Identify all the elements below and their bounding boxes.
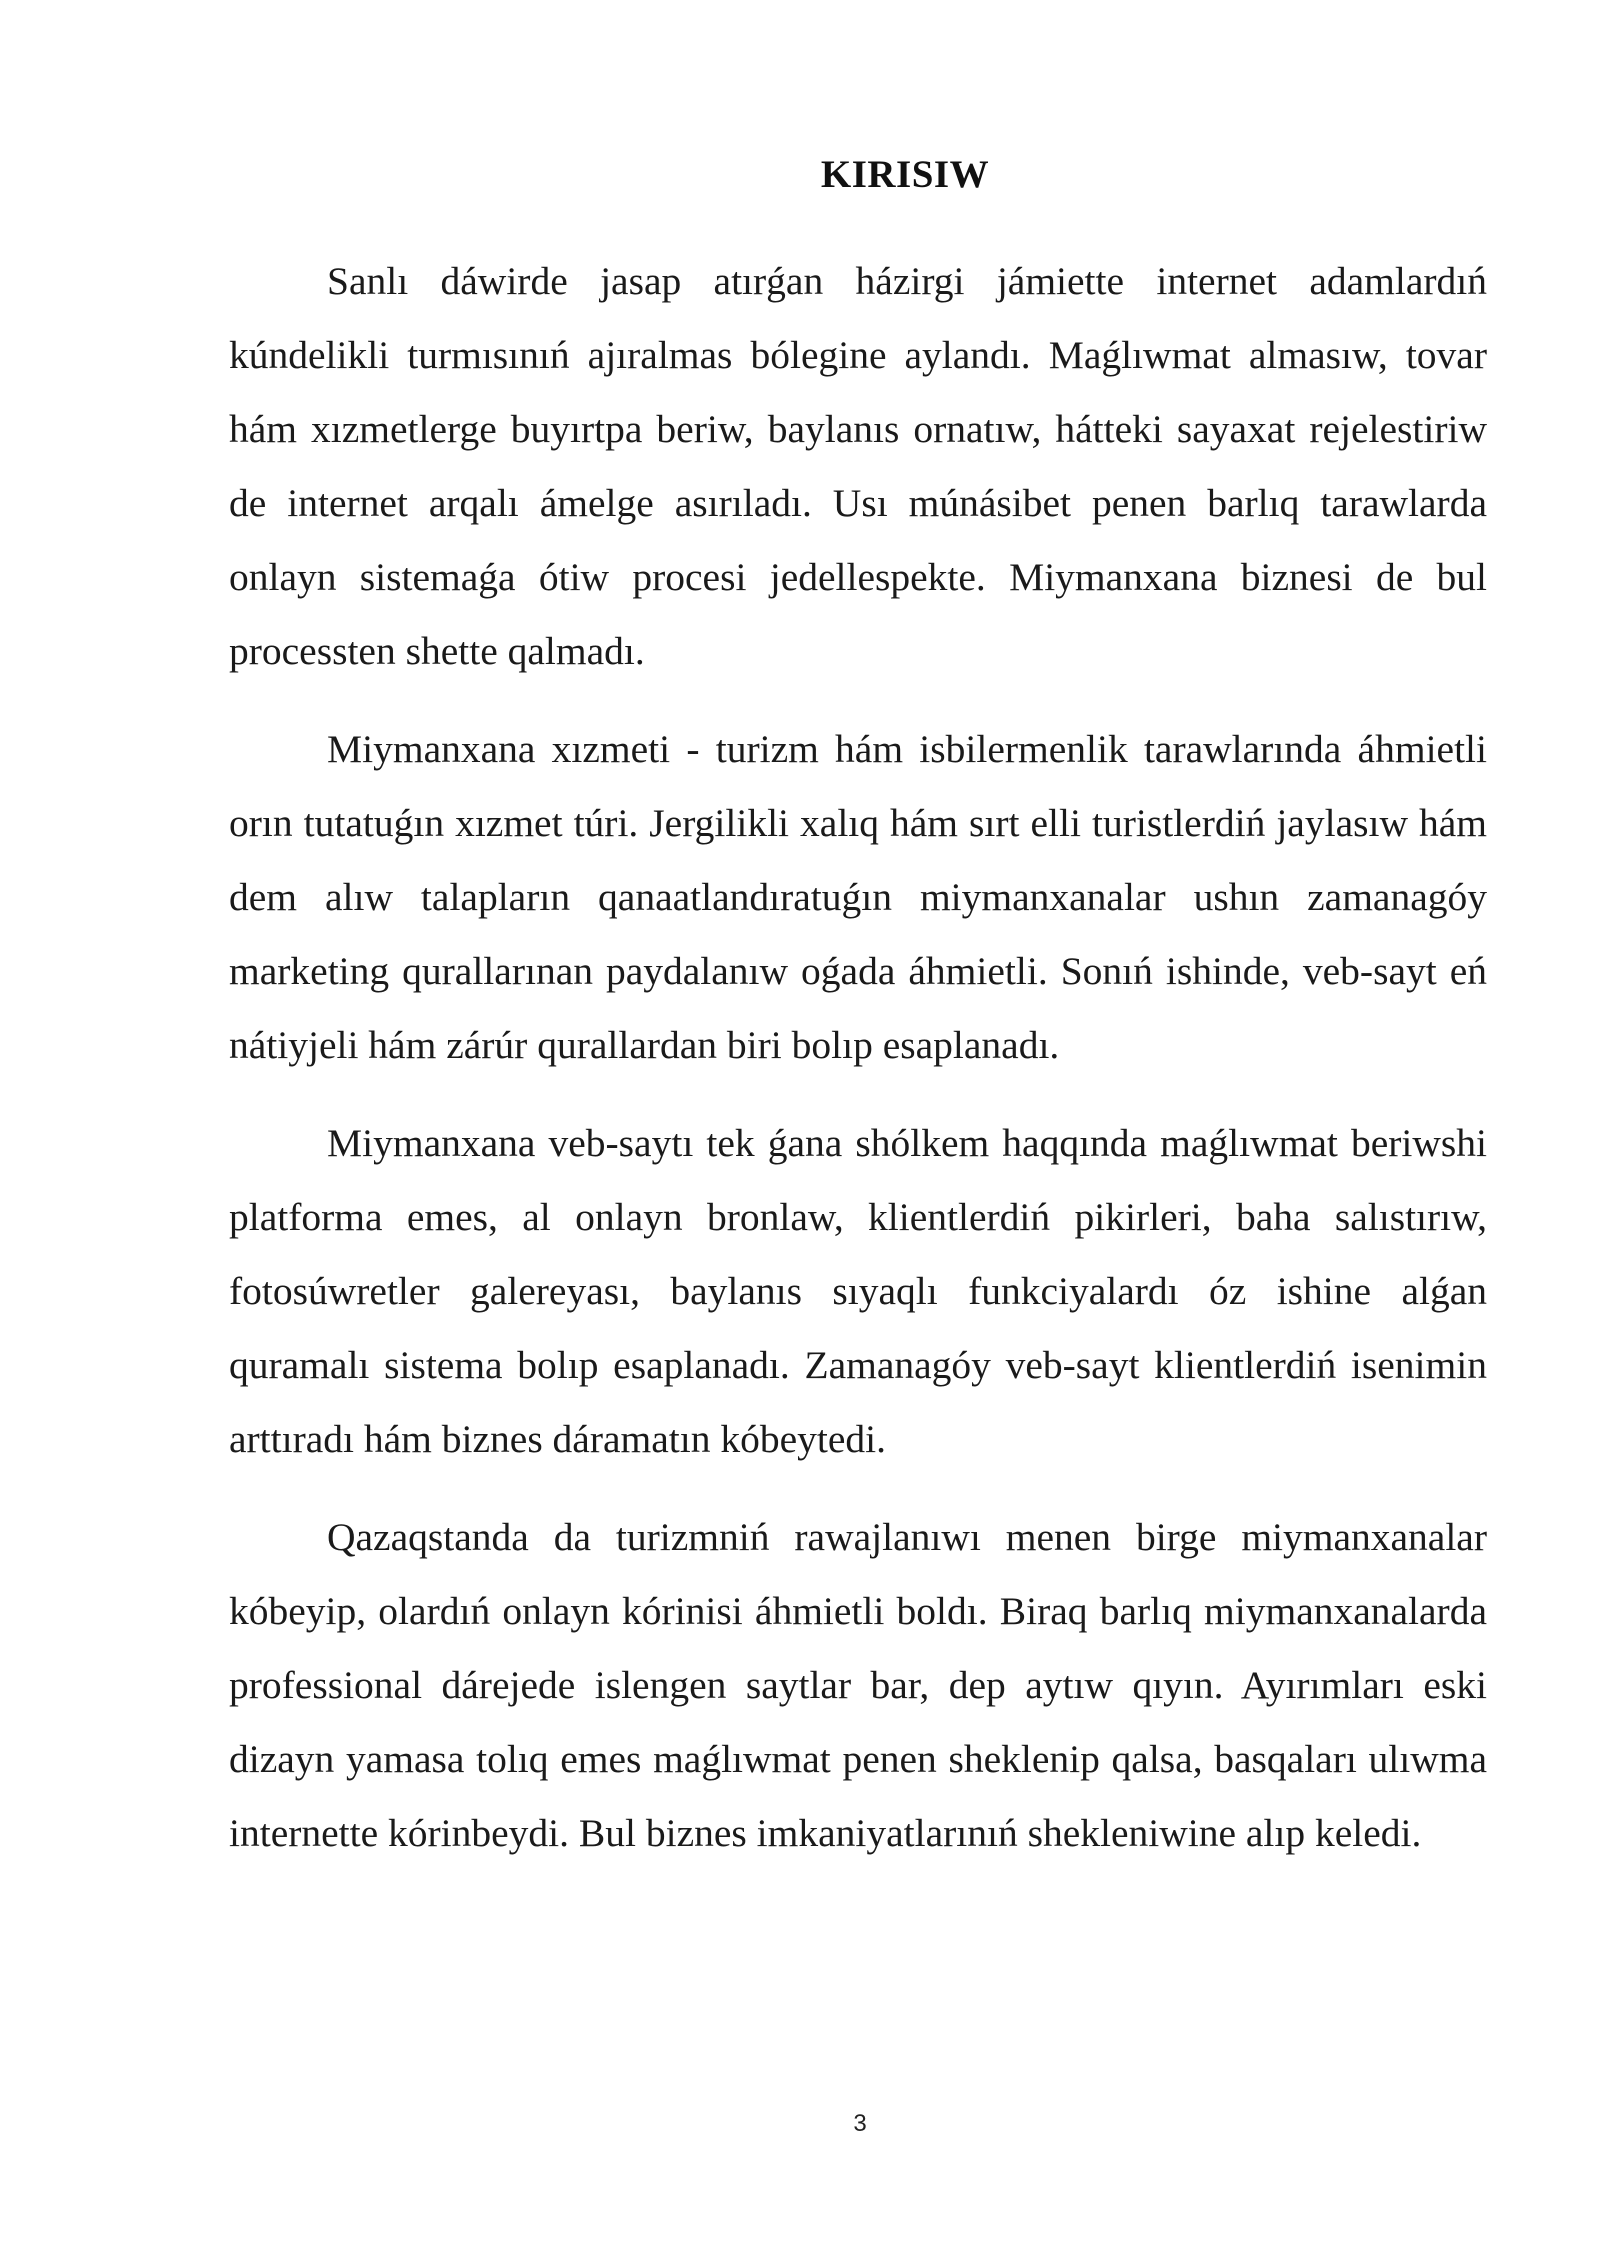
body-text (229, 244, 1487, 1894)
page-number: 3 (853, 2110, 867, 2137)
paragraph: Sanlı dáwirde jasap atırǵan házirgi jámiette internet adamlardıń kúndelikli turmısınıń ajıralmas bólegine aylandı. Maǵlıwmat almasıw, tovar hám xızmetlerge buyırtpa beriw, baylanıs ornatıw, hátteki sayaxat rejelestiriw de internet arqalı ámelge asırıladı. Usı múnásibet penen barlıq tarawlarda onlayn sistemaǵa ótiw procesi jedellespekte. Miymanxana biznesi de bul processten shette qalmadı. (229, 259, 1487, 673)
paragraph: Qazaqstanda da turizmniń rawajlanıwı menen birge miymanxanalar kóbeyip, olardıń onlayn kórinisi áhmietli boldı. Biraq barlıq miymanxanalarda professional dárejede islengen saytlar bar, dep aytıw qıyın. Ayırımları eski dizayn yamasa tolıq emes maǵlıwmat penen sheklenip qalsa, basqaları ulıwma internette kórinbeydi. Bul biznes imkaniyatlarınıń shekleniwine alıp keledi. (229, 1515, 1487, 1855)
paragraph: Miymanxana xızmeti - turizm hám isbilermenlik tarawlarında áhmietli orın tutatuǵın xızmet túri. Jergilikli xalıq hám sırt elli turistlerdiń jaylasıw hám dem alıw talapların qanaatlandıratuǵın miymanxanalar ushın zamanagóy marketing qurallarınan paydalanıw oǵada áhmietli. Sonıń ishinde, veb-sayt eń nátiyjeli hám zárúr qurallardan biri bolıp esaplanadı. (229, 727, 1487, 1067)
paragraph: Miymanxana veb-saytı tek ǵana shólkem haqqında maǵlıwmat beriwshi platforma emes, al onlayn bronlaw, klientlerdiń pikirleri, baha salıstırıw, fotosúwretler galereyası, baylanıs sıyaqlı funkciyalardı óz ishine alǵan quramalı sistema bolıp esaplanadı. Zamanagóy veb-sayt klientlerdiń isenimin arttıradı hám biznes dáramatın kóbeytedi. (229, 1121, 1487, 1461)
page-title: KIRISIW (820, 153, 990, 196)
